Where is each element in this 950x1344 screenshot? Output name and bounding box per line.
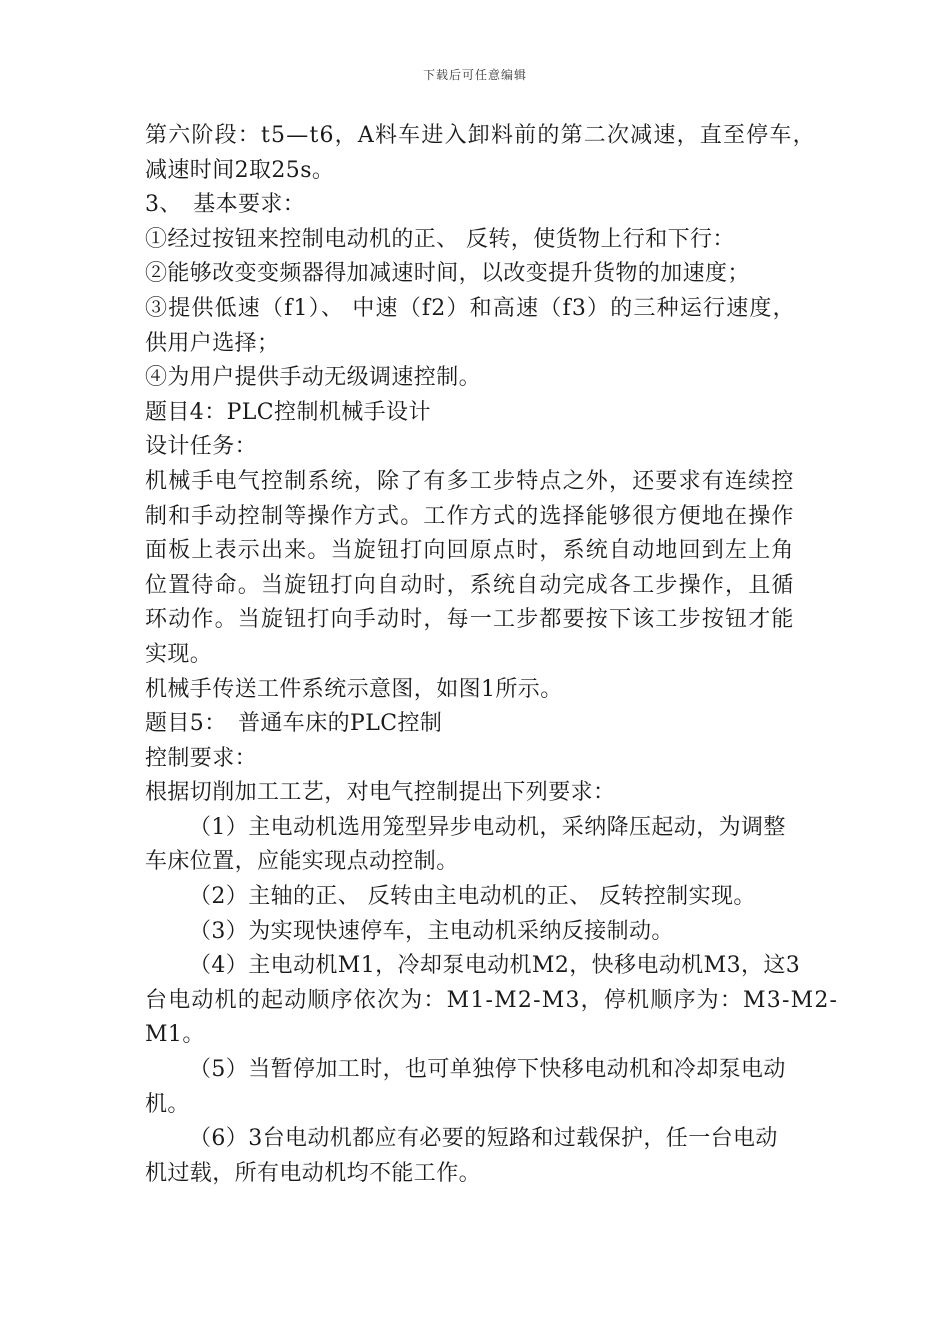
list-item: ④为用户提供手动无级调速控制。 (145, 365, 482, 391)
requirement-item-continued: 台电动机的起动顺序依次为：M1-M2-M3，停机顺序为：M3-M2- (145, 987, 839, 1013)
paragraph-line: 面板上表示出来。当旋钮打向回原点时，系统自动地回到左上角 (145, 538, 795, 564)
subheading: 设计任务： (145, 434, 258, 460)
requirement-item: （2）主轴的正、 反转由主电动机的正、 反转控制实现。 (189, 884, 756, 910)
section-heading: 3、 基本要求： (145, 192, 306, 218)
paragraph-line: 实现。 (145, 641, 213, 667)
list-item: ①经过按钮来控制电动机的正、 反转，使货物上行和下行： (145, 226, 735, 252)
topic-heading: 题目4：PLC控制机械手设计 (145, 399, 431, 425)
paragraph-line: 制和手动控制等操作方式。工作方式的选择能够很方便地在操作 (145, 503, 795, 529)
paragraph-line: 第六阶段：t5—t6，A料车进入卸料前的第二次减速，直至停车， (145, 123, 816, 148)
requirement-item: （3）为实现快速停车，主电动机采纳反接制动。 (189, 918, 674, 944)
requirement-item-continued: 机。 (145, 1091, 190, 1117)
paragraph-line: 机械手传送工件系统示意图，如图1所示。 (145, 676, 563, 702)
requirement-item-continued: 机过载，所有电动机均不能工作。 (145, 1160, 482, 1186)
list-item: ②能够改变变频器得加减速时间，以改变提升货物的加速度； (145, 261, 750, 287)
requirement-item: （5）当暂停加工时，也可单独停下快移电动机和冷却泵电动 (189, 1057, 786, 1083)
paragraph-line: 环动作。当旋钮打向手动时，每一工步都要按下该工步按钮才能 (145, 607, 795, 633)
document-body (145, 119, 839, 1191)
requirement-item: （1）主电动机选用笼型异步电动机，采纳降压起动，为调整 (189, 814, 786, 840)
paragraph-line: 减速时间2取25s。 (145, 157, 335, 183)
requirement-item-continued: 车床位置，应能实现点动控制。 (145, 849, 459, 875)
requirement-item: （6）3台电动机都应有必要的短路和过载保护，任一台电动 (189, 1126, 778, 1152)
subheading: 控制要求： (145, 745, 258, 771)
paragraph-line: 根据切削加工工艺，对电气控制提出下列要求： (145, 780, 616, 806)
paragraph-line: 机械手电气控制系统，除了有多工步特点之外，还要求有连续控 (145, 468, 795, 494)
requirement-item-continued: M1。 (145, 1022, 205, 1048)
paragraph-line: 位置待命。当旋钮打向自动时，系统自动完成各工步操作，且循 (145, 572, 795, 598)
list-item-continued: 供用户选择； (145, 330, 280, 356)
topic-heading: 题目5： 普通车床的PLC控制 (145, 711, 443, 737)
page-header: 下载后可任意编辑 (422, 68, 527, 82)
list-item: ③提供低速（f1）、 中速（f2）和高速（f3）的三种运行速度， (145, 295, 796, 321)
requirement-item: （4）主电动机M1，冷却泵电动机M2，快移电动机M3，这3 (189, 953, 801, 979)
